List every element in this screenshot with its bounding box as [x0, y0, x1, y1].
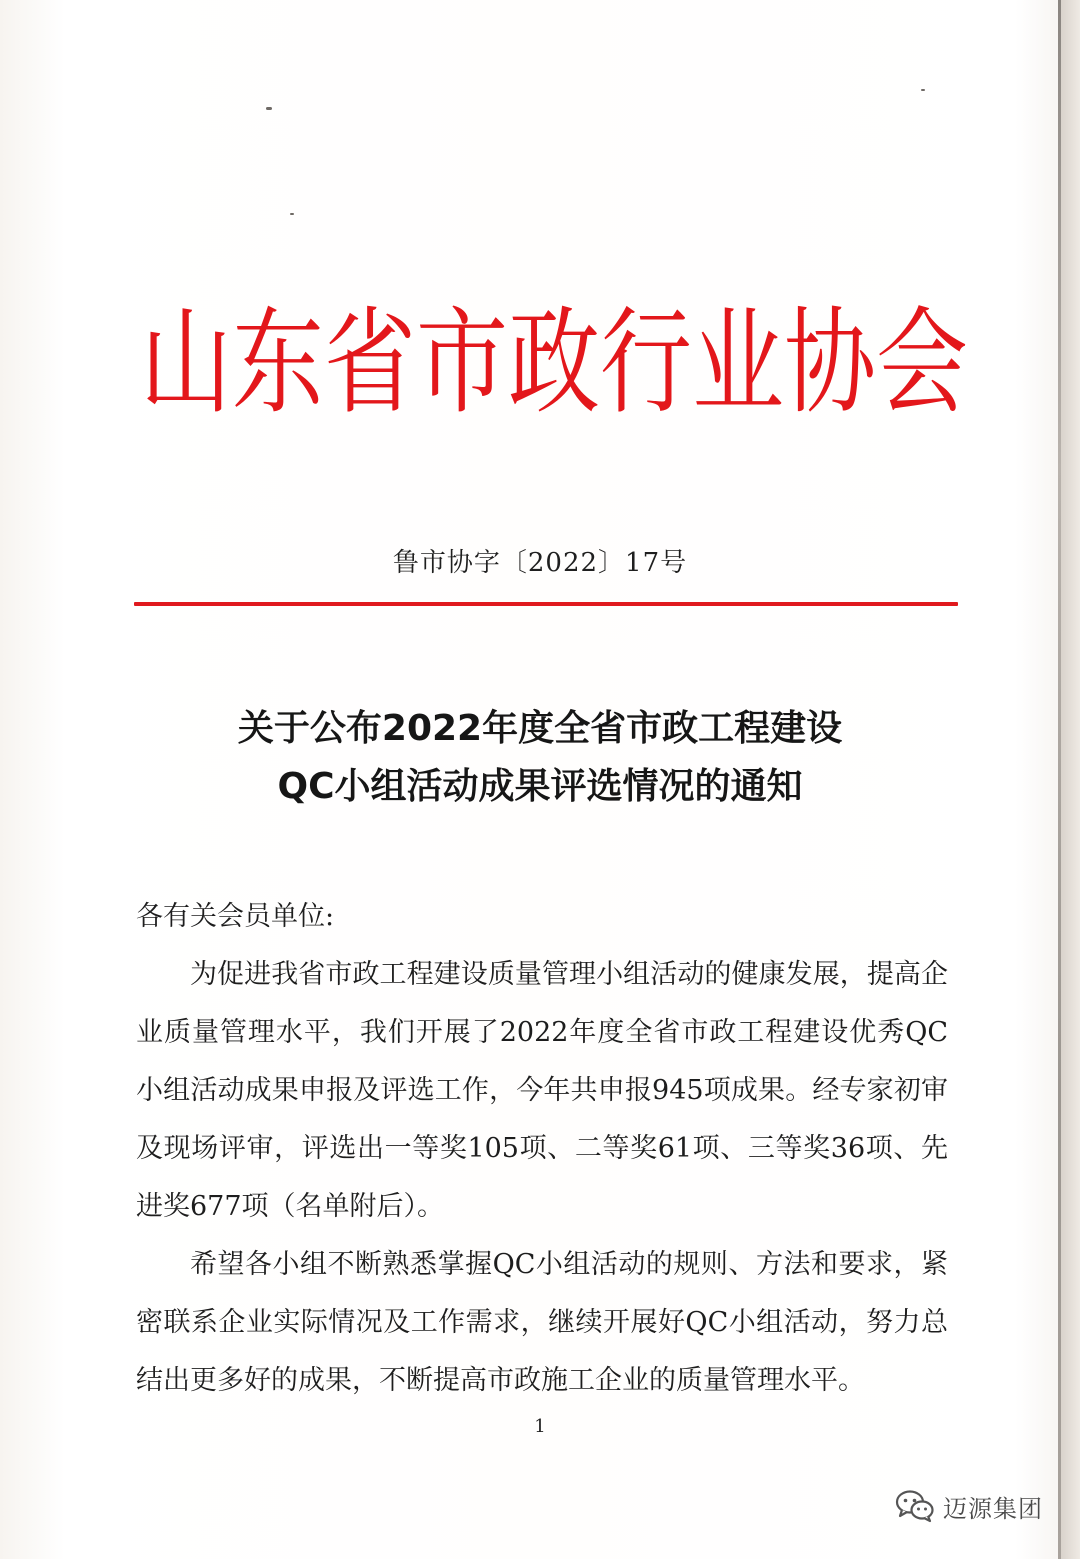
watermark	[895, 1486, 1043, 1526]
notice-body	[136, 888, 948, 1410]
page-edge-shadow	[1061, 0, 1080, 1559]
paragraph-2: 希望各小组不断熟悉掌握QC小组活动的规则、方法和要求，紧密联系企业实际情况及工作需求，继续开展好QC小组活动，努力总结出更多好的成果，不断提高市政施工企业的质量管理水平。	[136, 1249, 948, 1396]
salutation: 各有关会员单位:	[136, 901, 335, 932]
scan-speck	[921, 89, 925, 91]
notice-title	[120, 700, 960, 816]
scan-speck	[266, 107, 272, 110]
red-divider	[134, 602, 958, 606]
title-line-2: QC小组活动成果评选情况的通知	[277, 766, 803, 807]
paragraph-1: 为促进我省市政工程建设质量管理小组活动的健康发展，提高企业质量管理水平，我们开展了2022年度全省市政工程建设优秀QC小组活动成果申报及评选工作，今年共申报945项成果。经专家初审及现场评审，评选出一等奖105项、二等奖61项、三等奖36项、先进奖677项（名单附后）。	[136, 959, 948, 1222]
title-line-1: 关于公布2022年度全省市政工程建设	[237, 708, 843, 749]
wechat-icon	[895, 1489, 935, 1523]
organization-header: 山东省市政行业协会	[140, 295, 969, 430]
watermark-text: 迈源集团	[943, 1494, 1043, 1523]
page-number: 1	[534, 1416, 546, 1437]
scan-speck	[290, 213, 294, 215]
document-number: 鲁市协字〔2022〕17号	[392, 548, 688, 578]
